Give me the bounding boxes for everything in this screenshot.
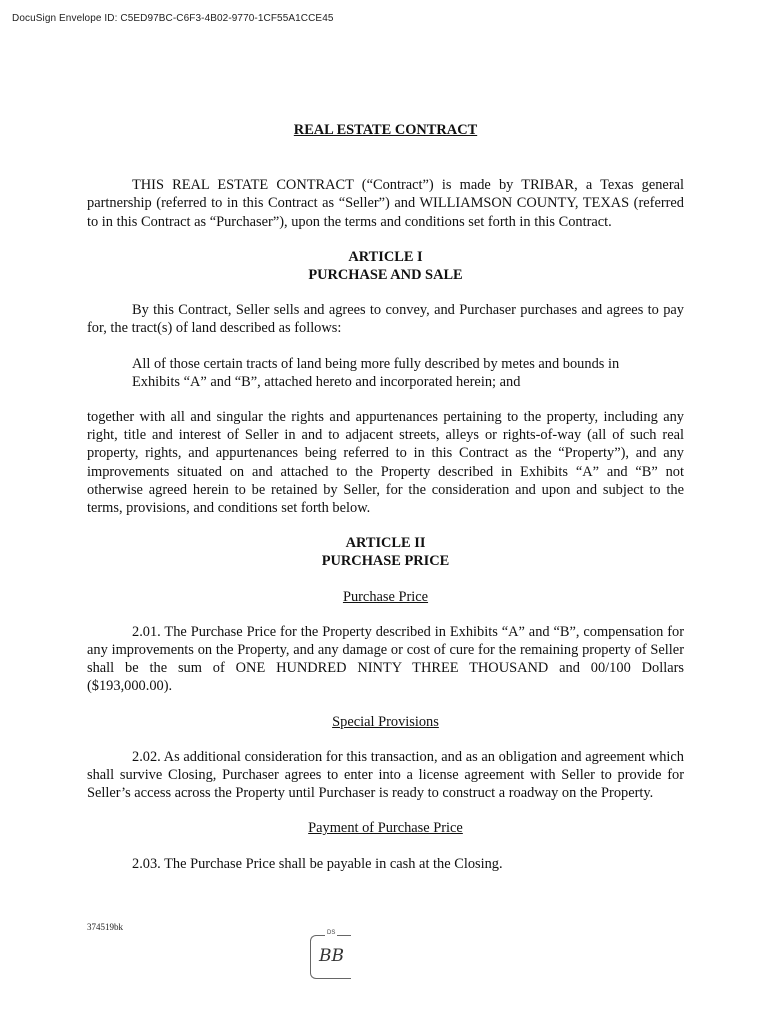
article-1-name: PURCHASE AND SALE [308,267,463,284]
article-2-name: PURCHASE PRICE [321,553,450,570]
docusign-envelope-id: DocuSign Envelope ID: C5ED97BC-C6F3-4B02-9770-1CF55A1CCE45 [12,13,334,24]
article-1-heading [87,248,684,284]
article-1-paragraph-1: By this Contract, Seller sells and agrees to convey, and Purchaser purchases and agrees to pay for, the tract(s) of land described as follows: [87,302,684,337]
contract-page [87,121,684,890]
payment-heading: Payment of Purchase Price [308,820,463,837]
article-1-paragraph-2: together with all and singular the rights and appurtenances pertaining to the property, including any right, title and interest of Seller in and to adjacent streets, alleys or rights-of-way (all of such real property, rights, and appurtenances being referred to in this Contract as the “Property”), and any improvements situated on and attached to the Property described in Exhibits “A” and “B” not otherwise agreed herein to be retained by Seller, for the consideration and upon and subject to the terms, provisions, and conditions set forth below. [87,409,684,517]
docusign-initials-box [310,930,351,979]
section-2-01: 2.01. The Purchase Price for the Property described in Exhibits “A” and “B”, compensation for any improvements on the Property, and any damage or cost of cure for the remaining property of Seller shall be the sum of ONE HUNDRED NINTY THREE THOUSAND and 00/100 Dollars ($193,000.00). [87,623,684,695]
document-title: REAL ESTATE CONTRACT [293,122,478,138]
article-1-property-description: All of those certain tracts of land being more fully described by metes and bounds in Exhibits “A” and “B”, attached hereto and incorporated herein; and [132,355,620,390]
ds-label: DS [327,930,336,936]
article-2-number: ARTICLE II [345,535,426,552]
intro-paragraph: THIS REAL ESTATE CONTRACT (“Contract”) is made by TRIBAR, a Texas general partnership (referred to in this Contract as “Seller”) and WILLIAMSON COUNTY, TEXAS (referred to in this Contract as “Purchaser”), upon the terms and conditions set forth in this Contract. [87,177,684,230]
section-2-03: 2.03. The Purchase Price shall be payable in cash at the Closing. [132,855,503,872]
special-provisions-heading: Special Provisions [332,713,439,730]
purchase-price-heading: Purchase Price [342,588,429,605]
article-1-number: ARTICLE I [348,248,423,265]
section-2-02: 2.02. As additional consideration for this transaction, and as an obligation and agreement which shall survive Closing, Purchaser agrees to enter into a license agreement with Seller to provide for Seller’s access across the Property until Purchaser is ready to construct a roadway on the Property. [87,748,684,802]
initials-signature: BB [319,946,344,966]
document-id: 374519bk [87,922,123,932]
article-2-heading [87,534,684,570]
